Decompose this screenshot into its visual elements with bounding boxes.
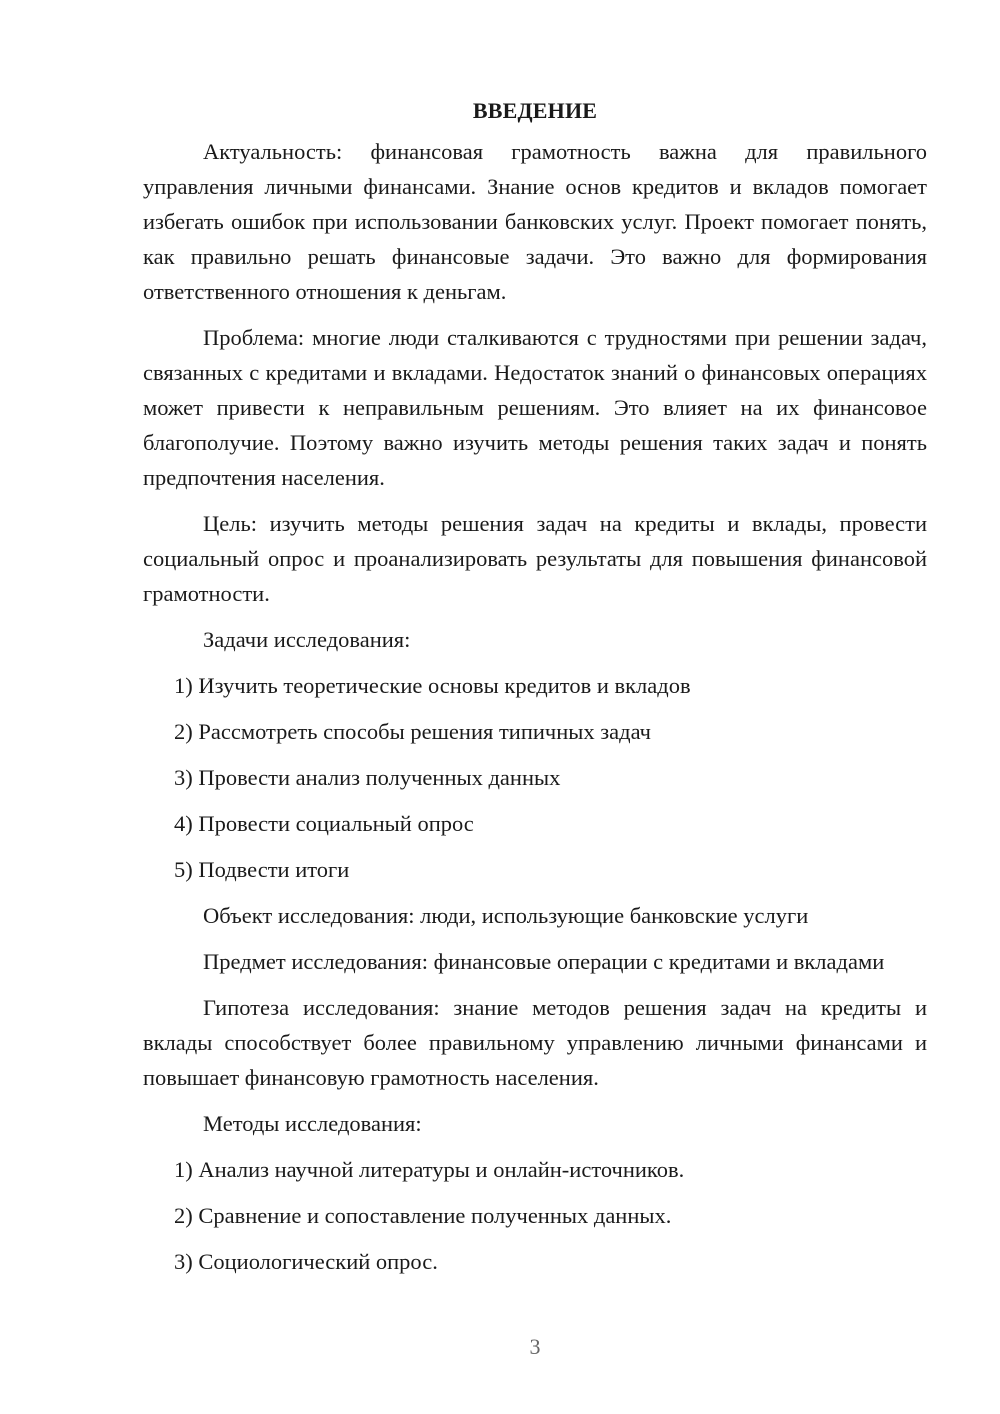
list-item: 3) Провести анализ полученных данных <box>174 765 561 790</box>
goal-paragraph: Цель: изучить методы решения задач на кредиты и вклады, провести социальный опрос и проанализировать результаты для повышения финансовой грамотности. <box>143 511 927 606</box>
problem-paragraph: Проблема: многие люди сталкиваются с трудностями при решении задач, связанных с кредитами и вкладами. Недостаток знаний о финансовых операциях может привести к неправильным решениям. Это влияет на их финансовое благополучие. Поэтому важно изучить методы решения таких задач и понять предпочтения населения. <box>143 325 927 490</box>
tasks-heading: Задачи исследования: <box>203 627 411 652</box>
list-item: 2) Рассмотреть способы решения типичных задач <box>174 719 651 744</box>
methods-heading: Методы исследования: <box>203 1111 422 1136</box>
hypothesis-paragraph: Гипотеза исследования: знание методов решения задач на кредиты и вклады способствует более правильному управлению личными финансами и повышает финансовую грамотность населения. <box>143 995 927 1090</box>
list-item: 1) Анализ научной литературы и онлайн-источников. <box>174 1157 685 1182</box>
section-title: ВВЕДЕНИЕ <box>472 98 598 123</box>
object-paragraph: Объект исследования: люди, использующие банковские услуги <box>203 903 809 928</box>
list-item: 3) Социологический опрос. <box>174 1249 438 1274</box>
relevance-paragraph: Актуальность: финансовая грамотность важна для правильного управления личными финансами. Знание основ кредитов и вкладов помогает избегать ошибок при использовании банковских услуг. Проект помогает понять, как правильно решать финансовые задачи. Это важно для формирования ответственного отношения к деньгам. <box>143 139 927 304</box>
subject-paragraph: Предмет исследования: финансовые операции с кредитами и вкладами <box>203 949 885 974</box>
methods-list <box>143 1152 927 1279</box>
list-item: 5) Подвести итоги <box>174 857 350 882</box>
list-item: 2) Сравнение и сопоставление полученных данных. <box>174 1203 672 1228</box>
page-content <box>143 88 927 1290</box>
page-number: 3 <box>529 1334 541 1359</box>
list-item: 4) Провести социальный опрос <box>174 811 474 836</box>
list-item: 1) Изучить теоретические основы кредитов и вкладов <box>174 673 691 698</box>
tasks-list <box>143 668 927 887</box>
